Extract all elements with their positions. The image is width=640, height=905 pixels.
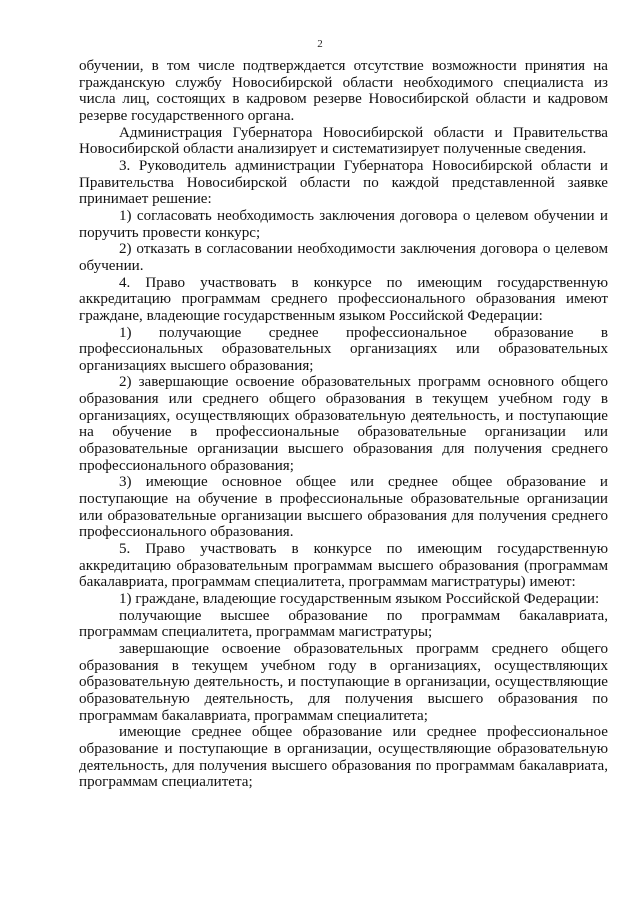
paragraph-item-4-3: 3) имеющие основное общее или среднее общее образование и поступающие на обучение в профессиональные образовательные организации или образовательные организации высшего образования для получения среднего профессионального образования. bbox=[79, 474, 608, 541]
paragraph-item-3: 3. Руководитель администрации Губернатора Новосибирской области и Правительства Новосибирской области по каждой представленной заявке принимает решение: bbox=[79, 157, 608, 208]
paragraph-administration-analysis: Администрация Губернатора Новосибирской области и Правительства Новосибирской области анализирует и систематизирует полученные сведения. bbox=[79, 124, 608, 158]
paragraph-item-5-1-c: имеющие среднее общее образование или среднее профессиональное образование и поступающие в организации, осуществляющие образовательную деятельность, для получения высшего образования по программам бакалавриата, программам специалитета; bbox=[79, 724, 608, 791]
page-number: 2 bbox=[317, 38, 323, 50]
paragraph-item-3-2: 2) отказать в согласовании необходимости заключения договора о целевом обучении. bbox=[79, 241, 608, 274]
paragraph-item-4-1: 1) получающие среднее профессиональное образование в профессиональных образовательных организациях или образовательных организациях высшего образования; bbox=[79, 324, 608, 374]
paragraph-item-5-1: 1) граждане, владеющие государственным языком Российской Федерации: bbox=[119, 591, 600, 607]
paragraph-item-4: 4. Право участвовать в конкурсе по имеющим государственную аккредитацию программам среднего профессионального образования имеют граждане, владеющие государственным языком Российской Федерации: bbox=[79, 274, 608, 324]
paragraph-item-3-1: 1) согласовать необходимость заключения договора о целевом обучении и поручить провести конкурс; bbox=[79, 207, 608, 241]
document-body bbox=[79, 58, 608, 791]
paragraph-item-4-2: 2) завершающие освоение образовательных программ основного общего образования или среднего общего образования в текущем учебном году в организациях, осуществляющих образовательную деятельность, и поступающие на обучение в профессиональные образовательные организации или образовательные организации высшего образования для получения среднего профессионального образования; bbox=[79, 374, 608, 474]
paragraph-item-5: 5. Право участвовать в конкурсе по имеющим государственную аккредитацию образовательным программам высшего образования (программам бакалавриата, программам специалитета, программам магистратуры) имеют: bbox=[79, 541, 608, 591]
paragraph-continuation: обучении, в том числе подтверждается отсутствие возможности принятия на гражданскую службу Новосибирской области необходимого специалиста из числа лиц, состоящих в кадровом резерве Новосибирской области и кадровом резерве государственного органа. bbox=[79, 58, 608, 124]
paragraph-item-5-1-b: завершающие освоение образовательных программ среднего общего образования в текущем учебном году в организациях, осуществляющих образовательную деятельность, и поступающие в организации, осуществляющие образовательную деятельность, для получения высшего образования по программам бакалавриата, программам специалитета; bbox=[79, 640, 608, 724]
paragraph-item-5-1-a: получающие высшее образование по программам бакалавриата, программам специалитета, программам магистратуры; bbox=[79, 607, 608, 641]
